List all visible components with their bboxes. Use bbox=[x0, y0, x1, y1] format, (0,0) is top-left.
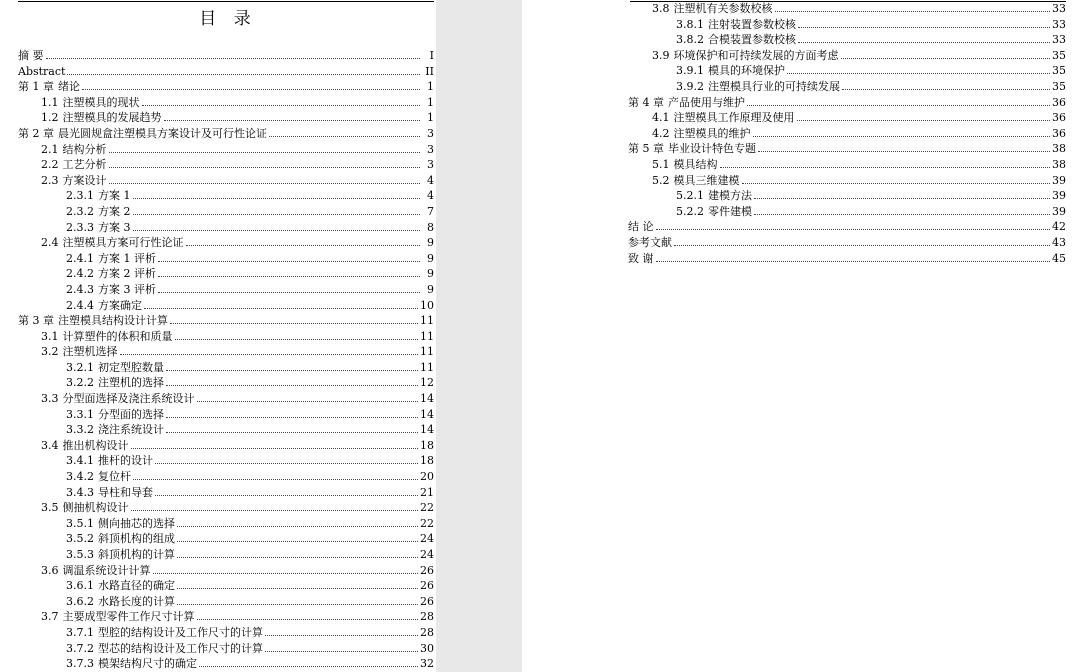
toc-entry-number: 2.3.1 bbox=[66, 189, 94, 203]
toc-dot-leader bbox=[133, 188, 421, 199]
toc-entry-number: 2.3.3 bbox=[66, 220, 94, 234]
toc-entry-text: 模具三维建模 bbox=[673, 173, 740, 187]
toc-list-left bbox=[18, 48, 434, 672]
toc-entry-number: 5.2.2 bbox=[676, 204, 704, 218]
toc-page-number: 8 bbox=[427, 220, 434, 234]
toc-entry-text: 斜顶机构的组成 bbox=[98, 532, 175, 546]
toc-entry-number: 3.3 bbox=[41, 392, 59, 406]
toc-entry-text: 产品使用与维护 bbox=[668, 95, 745, 109]
toc-title: 目 录 bbox=[199, 9, 257, 29]
toc-dot-leader bbox=[265, 641, 418, 652]
toc-entry-text: 注塑机有关参数校核 bbox=[673, 2, 773, 15]
toc-dot-leader bbox=[82, 79, 420, 90]
toc-entry-text: 注塑模具的发展趋势 bbox=[62, 111, 162, 125]
toc-entry-text: 毕业设计特色专题 bbox=[668, 142, 756, 156]
toc-entry-text: 注塑模具方案可行性论证 bbox=[62, 236, 184, 250]
toc-entry[interactable] bbox=[18, 313, 434, 329]
toc-entry[interactable] bbox=[18, 344, 434, 360]
toc-entry[interactable] bbox=[628, 1, 1066, 17]
toc-dot-leader bbox=[166, 422, 418, 433]
toc-entry[interactable] bbox=[628, 188, 1066, 204]
toc-entry[interactable] bbox=[18, 469, 434, 485]
toc-entry-text: 注塑模具行业的可持续发展 bbox=[708, 79, 840, 93]
toc-page-number: 22 bbox=[420, 516, 434, 530]
toc-entry[interactable] bbox=[18, 64, 434, 80]
toc-page-number: 33 bbox=[1052, 2, 1066, 15]
document-page-left bbox=[0, 0, 436, 672]
toc-entry-number: 1.2 bbox=[41, 111, 59, 125]
toc-entry[interactable] bbox=[18, 220, 434, 236]
toc-entry-number: 第 2 章 bbox=[18, 126, 54, 140]
toc-page-number: 26 bbox=[420, 579, 434, 593]
toc-page-number: 33 bbox=[1052, 33, 1066, 47]
toc-page-number: 28 bbox=[420, 610, 434, 624]
toc-entry-number: 3.9.1 bbox=[676, 64, 704, 78]
toc-entry-number: 第 5 章 bbox=[628, 142, 664, 156]
toc-dot-leader bbox=[798, 32, 1050, 43]
toc-entry-text: 侧抽机构设计 bbox=[62, 501, 129, 515]
toc-page-number: 3 bbox=[427, 126, 434, 140]
toc-entry-text: 水路长度的计算 bbox=[98, 594, 175, 608]
toc-entry-number: 3.7.1 bbox=[66, 625, 94, 639]
toc-entry-text: 方案 2 bbox=[98, 204, 131, 218]
toc-entry-text: 方案设计 bbox=[62, 173, 107, 187]
toc-dot-leader bbox=[155, 485, 418, 496]
toc-entry-text: 注塑模具工作原理及使用 bbox=[673, 111, 795, 125]
toc-entry-text: 注塑机选择 bbox=[62, 345, 118, 359]
toc-dot-leader bbox=[674, 235, 1050, 246]
toc-page-number: 35 bbox=[1052, 64, 1066, 78]
toc-page-number: I bbox=[429, 49, 434, 62]
toc-page-number: 42 bbox=[1052, 220, 1066, 234]
toc-dot-leader bbox=[199, 656, 418, 667]
toc-entry-number: 3.2 bbox=[41, 345, 59, 359]
toc-entry-text: 注塑模具的现状 bbox=[62, 95, 140, 109]
toc-dot-leader bbox=[269, 126, 420, 137]
toc-dot-leader bbox=[133, 469, 418, 480]
toc-dot-leader bbox=[170, 313, 418, 324]
toc-page-number: 11 bbox=[420, 329, 434, 343]
toc-page-number: 9 bbox=[427, 236, 434, 250]
toc-dot-leader bbox=[142, 95, 421, 106]
toc-dot-leader bbox=[177, 594, 418, 605]
toc-entry[interactable] bbox=[18, 251, 434, 267]
toc-entry[interactable] bbox=[18, 79, 434, 95]
toc-entry-text: 方案 1 bbox=[98, 189, 131, 203]
toc-entry-number: 5.1 bbox=[652, 157, 670, 171]
toc-page-number: 39 bbox=[1052, 173, 1066, 187]
toc-page-number: 4 bbox=[427, 189, 434, 203]
toc-entry-text: 主要成型零件工作尺寸计算 bbox=[62, 610, 195, 624]
toc-page-number: 38 bbox=[1052, 157, 1066, 171]
toc-dot-leader bbox=[656, 251, 1051, 262]
toc-page-number: II bbox=[425, 64, 434, 78]
toc-entry[interactable] bbox=[18, 578, 434, 594]
toc-dot-leader bbox=[133, 220, 421, 231]
toc-entry[interactable] bbox=[18, 298, 434, 314]
toc-dot-leader bbox=[753, 126, 1051, 137]
toc-entry-text: 计算塑件的体积和质量 bbox=[62, 329, 173, 343]
toc-entry[interactable] bbox=[18, 547, 434, 563]
toc-entry-text: 侧向抽芯的选择 bbox=[98, 516, 175, 530]
toc-entry[interactable] bbox=[18, 282, 434, 298]
toc-entry-text: 注塑模具的维护 bbox=[673, 126, 751, 140]
toc-entry-text: 结构分析 bbox=[62, 142, 107, 156]
toc-entry-text: 推出机构设计 bbox=[62, 438, 129, 452]
toc-entry[interactable] bbox=[628, 251, 1066, 267]
toc-dot-leader bbox=[166, 360, 418, 371]
toc-dot-leader bbox=[153, 563, 419, 574]
toc-dot-leader bbox=[177, 531, 418, 542]
toc-entry-text: 水路直径的确定 bbox=[98, 579, 175, 593]
toc-page-number: 14 bbox=[420, 392, 434, 406]
toc-page-number: 7 bbox=[427, 204, 434, 218]
toc-dot-leader bbox=[742, 173, 1051, 184]
toc-entry[interactable] bbox=[628, 63, 1066, 79]
toc-page-number: 35 bbox=[1052, 48, 1066, 62]
toc-page-number: 1 bbox=[427, 95, 434, 109]
toc-entry-text: 建模方法 bbox=[708, 189, 752, 203]
toc-entry-number: 3.7 bbox=[41, 610, 59, 624]
toc-page-number: 45 bbox=[1052, 251, 1066, 265]
toc-entry[interactable] bbox=[18, 625, 434, 641]
toc-entry[interactable] bbox=[18, 266, 434, 282]
toc-page-number: 12 bbox=[420, 376, 434, 390]
toc-page-number: 36 bbox=[1052, 111, 1066, 125]
toc-entry-number: 3.5 bbox=[41, 501, 59, 515]
toc-dot-leader bbox=[131, 500, 419, 511]
toc-entry-text: 注塑机的选择 bbox=[98, 376, 164, 390]
toc-dot-leader bbox=[798, 17, 1050, 28]
toc-dot-leader bbox=[747, 95, 1050, 106]
document-page-right bbox=[522, 0, 1072, 672]
toc-entry[interactable] bbox=[18, 126, 434, 142]
toc-entry-text: 方案 2 评析 bbox=[98, 267, 156, 281]
toc-entry-number: 2.4 bbox=[41, 236, 59, 250]
toc-entry[interactable] bbox=[628, 126, 1066, 142]
toc-entry[interactable] bbox=[18, 329, 434, 345]
toc-page-number: 14 bbox=[420, 423, 434, 437]
toc-dot-leader bbox=[46, 48, 421, 59]
toc-entry-number: 3.5.3 bbox=[66, 548, 94, 561]
toc-entry[interactable] bbox=[628, 79, 1066, 95]
toc-entry-number: 3.2.2 bbox=[66, 376, 94, 390]
toc-dot-leader bbox=[720, 157, 1051, 168]
toc-entry[interactable] bbox=[628, 235, 1066, 251]
toc-entry[interactable] bbox=[18, 235, 434, 251]
toc-dot-leader bbox=[186, 235, 421, 246]
toc-entry-number: 3.9.2 bbox=[676, 79, 704, 93]
toc-entry[interactable] bbox=[18, 516, 434, 532]
toc-entry[interactable] bbox=[18, 360, 434, 376]
toc-entry[interactable] bbox=[628, 157, 1066, 173]
toc-dot-leader bbox=[109, 142, 421, 153]
toc-entry-number: 2.1 bbox=[41, 142, 59, 156]
toc-dot-leader bbox=[197, 391, 419, 402]
toc-entry[interactable] bbox=[628, 48, 1066, 64]
toc-entry-text: 方案确定 bbox=[98, 298, 142, 312]
toc-entry-number: 2.4.2 bbox=[66, 267, 94, 281]
toc-entry-text: 方案 3 评析 bbox=[98, 282, 156, 296]
toc-entry[interactable] bbox=[628, 219, 1066, 235]
toc-entry[interactable] bbox=[18, 500, 434, 516]
toc-entry-number: 第 3 章 bbox=[18, 314, 54, 328]
toc-entry-text: 分型面选择及浇注系统设计 bbox=[62, 392, 195, 406]
toc-dot-leader bbox=[144, 298, 418, 309]
toc-page-number: 21 bbox=[420, 485, 434, 499]
toc-dot-leader bbox=[67, 64, 420, 75]
toc-dot-leader bbox=[775, 1, 1051, 12]
toc-entry-text: 分型面的选择 bbox=[98, 407, 164, 421]
toc-dot-leader bbox=[797, 110, 1051, 121]
toc-page-number: 26 bbox=[420, 594, 434, 608]
toc-dot-leader bbox=[166, 407, 418, 418]
toc-entry-number: 3.5.2 bbox=[66, 532, 94, 546]
toc-dot-leader bbox=[177, 516, 418, 527]
toc-entry-number: 3.1 bbox=[41, 329, 59, 343]
toc-entry-text: 注射装置参数校核 bbox=[708, 17, 796, 31]
toc-entry-number: 2.3.2 bbox=[66, 204, 94, 218]
toc-entry-text: 绪论 bbox=[58, 80, 80, 94]
toc-entry-text: 方案 3 bbox=[98, 220, 131, 234]
toc-entry-text: 导柱和导套 bbox=[98, 485, 153, 499]
page-top-rule bbox=[18, 1, 434, 2]
toc-entry-number: 5.2 bbox=[652, 173, 670, 187]
toc-page-number: 9 bbox=[427, 251, 434, 265]
toc-entry[interactable] bbox=[18, 157, 434, 173]
toc-entry[interactable] bbox=[18, 375, 434, 391]
toc-entry[interactable] bbox=[18, 485, 434, 501]
toc-dot-leader bbox=[158, 251, 420, 262]
toc-page-number: 32 bbox=[420, 657, 434, 671]
toc-entry-number: 2.4.3 bbox=[66, 282, 94, 296]
toc-entry-text: 模架结构尺寸的确定 bbox=[98, 657, 197, 671]
toc-entry-number: 第 1 章 bbox=[18, 80, 54, 94]
toc-dot-leader bbox=[175, 329, 419, 340]
toc-entry-number: 2.2 bbox=[41, 158, 59, 172]
toc-entry[interactable] bbox=[18, 142, 434, 158]
toc-page-number: 24 bbox=[420, 532, 434, 546]
toc-entry-number: 3.8.1 bbox=[676, 17, 704, 31]
toc-dot-leader bbox=[758, 141, 1050, 152]
toc-entry[interactable] bbox=[18, 407, 434, 423]
toc-dot-leader bbox=[197, 609, 419, 620]
toc-page-number: 24 bbox=[420, 548, 434, 561]
toc-entry[interactable] bbox=[628, 95, 1066, 111]
toc-dot-leader bbox=[177, 578, 418, 589]
toc-entry-text: 调温系统设计计算 bbox=[62, 563, 151, 577]
toc-page-number: 10 bbox=[420, 298, 434, 312]
toc-page-number: 3 bbox=[427, 158, 434, 172]
toc-page-number: 30 bbox=[420, 641, 434, 655]
toc-entry[interactable] bbox=[18, 531, 434, 547]
toc-entry-text: 合模装置参数校核 bbox=[708, 33, 796, 47]
toc-page-number: 9 bbox=[427, 267, 434, 281]
toc-dot-leader bbox=[177, 547, 418, 558]
toc-entry-text: 方案 1 评析 bbox=[98, 251, 156, 265]
toc-dot-leader bbox=[656, 219, 1051, 230]
toc-entry[interactable] bbox=[18, 609, 434, 625]
toc-page-number: 1 bbox=[427, 80, 434, 94]
toc-entry[interactable] bbox=[18, 48, 434, 64]
toc-dot-leader bbox=[166, 375, 418, 386]
toc-entry-number: 第 4 章 bbox=[628, 95, 664, 109]
toc-entry-number: 3.6.2 bbox=[66, 594, 94, 608]
toc-entry-text: 致 谢 bbox=[628, 251, 654, 265]
toc-page-number: 33 bbox=[1052, 17, 1066, 31]
toc-entry-text: 摘 要 bbox=[18, 49, 44, 62]
toc-entry[interactable] bbox=[628, 204, 1066, 220]
toc-entry-text: 结 论 bbox=[628, 220, 654, 234]
toc-entry[interactable] bbox=[18, 422, 434, 438]
toc-entry-text: 模具的环境保护 bbox=[708, 64, 785, 78]
toc-dot-leader bbox=[265, 625, 418, 636]
toc-page-number: 14 bbox=[420, 407, 434, 421]
toc-entry[interactable] bbox=[18, 656, 434, 672]
toc-entry[interactable] bbox=[18, 438, 434, 454]
toc-entry-number: 3.6.1 bbox=[66, 579, 94, 593]
toc-entry-number: 5.2.1 bbox=[676, 189, 704, 203]
toc-entry-text: 斜顶机构的计算 bbox=[98, 548, 175, 561]
toc-dot-leader bbox=[841, 48, 1051, 59]
toc-entry[interactable] bbox=[18, 110, 434, 126]
toc-page-number: 43 bbox=[1052, 235, 1066, 249]
toc-entry-number: 3.3.1 bbox=[66, 407, 94, 421]
toc-entry-number: 3.6 bbox=[41, 563, 59, 577]
toc-page-number: 22 bbox=[420, 501, 434, 515]
toc-entry[interactable] bbox=[628, 141, 1066, 157]
toc-dot-leader bbox=[155, 453, 418, 464]
toc-dot-leader bbox=[109, 157, 421, 168]
toc-entry-number: 3.4.3 bbox=[66, 485, 94, 499]
toc-page-number: 11 bbox=[420, 360, 434, 374]
toc-dot-leader bbox=[133, 204, 421, 215]
toc-entry-number: 3.5.1 bbox=[66, 516, 94, 530]
toc-entry-number: 4.2 bbox=[652, 126, 670, 140]
toc-entry[interactable] bbox=[18, 188, 434, 204]
toc-list-right bbox=[628, 1, 1066, 266]
toc-entry[interactable] bbox=[628, 32, 1066, 48]
toc-entry-text: 注塑模具结构设计计算 bbox=[58, 314, 168, 328]
toc-entry-number: 2.4.4 bbox=[66, 298, 94, 312]
toc-page-number: 20 bbox=[420, 470, 434, 484]
toc-page-number: 4 bbox=[427, 173, 434, 187]
toc-dot-leader bbox=[164, 110, 421, 121]
toc-page-number: 18 bbox=[420, 454, 434, 468]
toc-entry-text: 工艺分析 bbox=[62, 158, 107, 172]
toc-entry[interactable] bbox=[628, 17, 1066, 33]
toc-page-number: 35 bbox=[1052, 79, 1066, 93]
toc-page-number: 26 bbox=[420, 563, 434, 577]
toc-entry-number: 3.4.2 bbox=[66, 470, 94, 484]
toc-entry[interactable] bbox=[18, 391, 434, 407]
toc-dot-leader bbox=[158, 266, 420, 277]
toc-page-number: 36 bbox=[1052, 126, 1066, 140]
toc-page-number: 1 bbox=[427, 111, 434, 125]
toc-entry-number: 3.9 bbox=[652, 48, 670, 62]
toc-entry-text: 模具结构 bbox=[673, 157, 718, 171]
toc-entry[interactable] bbox=[18, 204, 434, 220]
toc-entry-number: 3.2.1 bbox=[66, 360, 94, 374]
toc-page-number: 9 bbox=[427, 282, 434, 296]
toc-dot-leader bbox=[842, 79, 1050, 90]
page-gap bbox=[436, 0, 522, 672]
toc-page-number: 39 bbox=[1052, 204, 1066, 218]
toc-entry-text: 晨光圆规盒注塑模具方案设计及可行性论证 bbox=[58, 126, 267, 140]
toc-entry[interactable] bbox=[628, 110, 1066, 126]
toc-entry[interactable] bbox=[628, 173, 1066, 189]
toc-entry-text: 零件建模 bbox=[708, 204, 752, 218]
toc-entry-number: 2.3 bbox=[41, 173, 59, 187]
toc-entry-text: 浇注系统设计 bbox=[98, 423, 164, 437]
toc-page-number: 39 bbox=[1052, 189, 1066, 203]
toc-entry-number: 1.1 bbox=[41, 95, 59, 109]
toc-entry-number: 3.4 bbox=[41, 438, 59, 452]
toc-page-number: 38 bbox=[1052, 142, 1066, 156]
toc-entry-text: 环境保护和可持续发展的方面考虑 bbox=[673, 48, 839, 62]
toc-entry-number: 3.8.2 bbox=[676, 33, 704, 47]
toc-entry[interactable] bbox=[18, 594, 434, 610]
toc-entry-text: Abstract bbox=[18, 64, 66, 78]
toc-page-number: 11 bbox=[420, 314, 434, 328]
toc-dot-leader bbox=[131, 438, 419, 449]
toc-entry-text: 复位杆 bbox=[98, 470, 131, 484]
toc-dot-leader bbox=[754, 204, 1050, 215]
toc-dot-leader bbox=[109, 173, 421, 184]
toc-entry[interactable] bbox=[18, 95, 434, 111]
toc-dot-leader bbox=[158, 282, 420, 293]
toc-entry-text: 参考文献 bbox=[628, 235, 672, 249]
toc-entry-text: 推杆的设计 bbox=[98, 454, 153, 468]
toc-dot-leader bbox=[754, 188, 1050, 199]
toc-entry-text: 初定型腔数量 bbox=[98, 360, 164, 374]
toc-entry-number: 2.4.1 bbox=[66, 251, 94, 265]
toc-entry-number: 3.7.2 bbox=[66, 641, 94, 655]
toc-entry-number: 3.3.2 bbox=[66, 423, 94, 437]
toc-page-number: 3 bbox=[427, 142, 434, 156]
toc-entry[interactable] bbox=[18, 173, 434, 189]
toc-entry-number: 4.1 bbox=[652, 111, 670, 125]
toc-entry-text: 型腔的结构设计及工作尺寸的计算 bbox=[98, 625, 263, 639]
toc-entry[interactable] bbox=[18, 563, 434, 579]
toc-page-number: 36 bbox=[1052, 95, 1066, 109]
toc-dot-leader bbox=[120, 344, 419, 355]
toc-entry-number: 3.7.3 bbox=[66, 657, 94, 671]
toc-entry-number: 3.8 bbox=[652, 2, 670, 15]
toc-page-number: 18 bbox=[420, 438, 434, 452]
toc-entry-text: 型芯的结构设计及工作尺寸的计算 bbox=[98, 641, 263, 655]
toc-page-number: 11 bbox=[420, 345, 434, 359]
toc-entry-number: 3.4.1 bbox=[66, 454, 94, 468]
toc-entry[interactable] bbox=[18, 641, 434, 657]
toc-page-number: 28 bbox=[420, 625, 434, 639]
toc-dot-leader bbox=[787, 63, 1050, 74]
toc-entry[interactable] bbox=[18, 453, 434, 469]
